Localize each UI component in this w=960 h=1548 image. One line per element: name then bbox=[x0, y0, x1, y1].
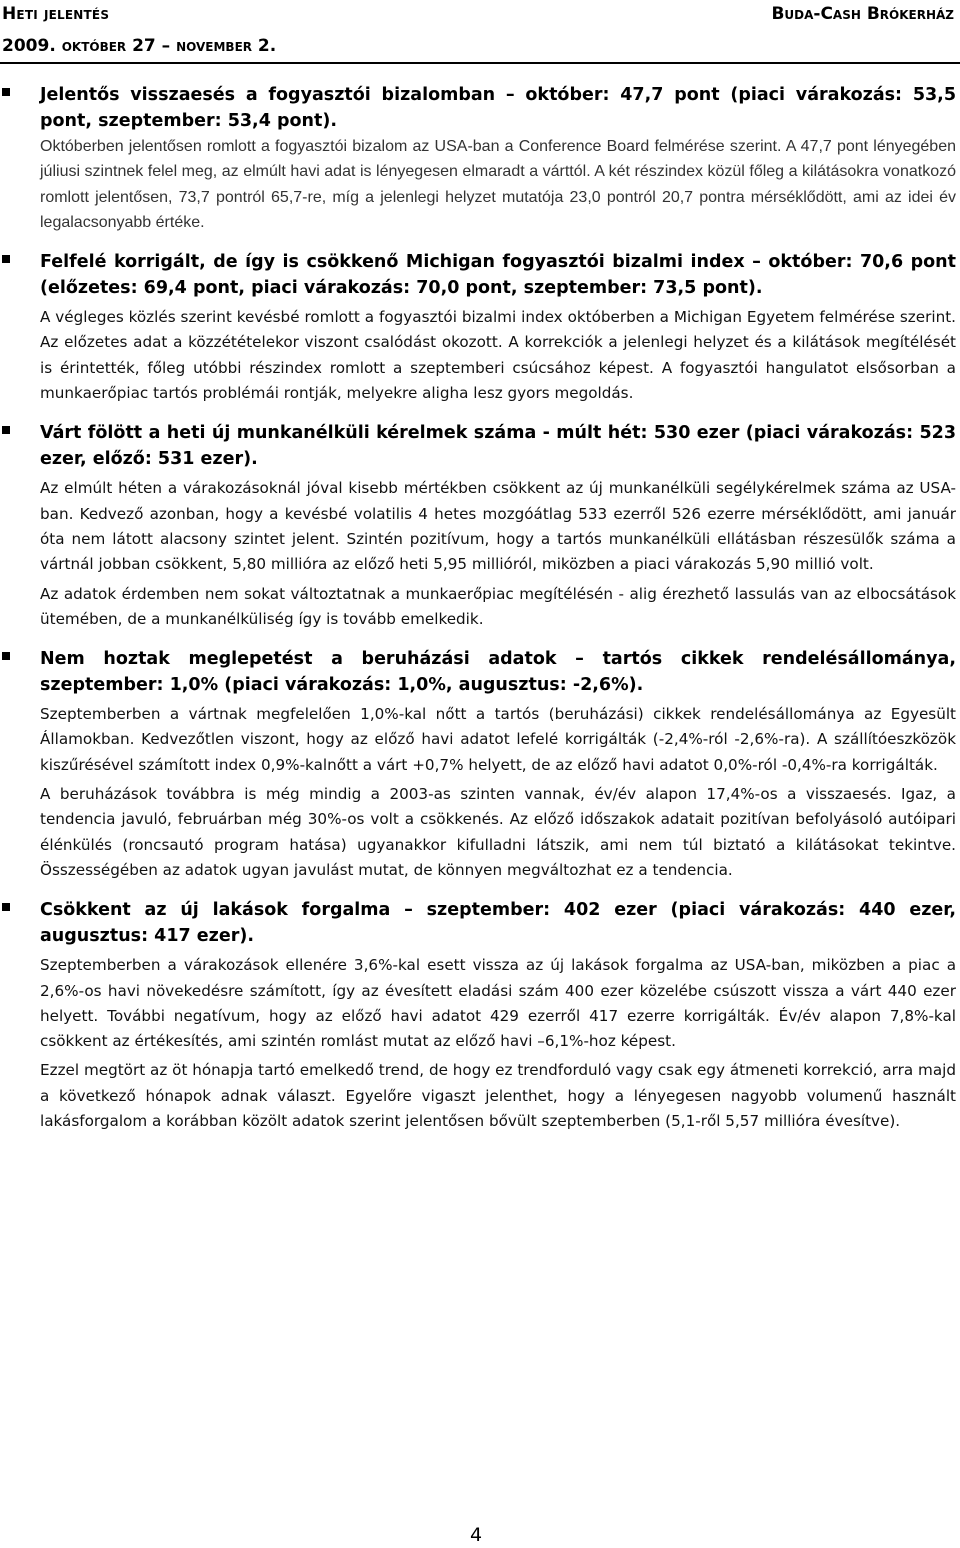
section-heading: Nem hoztak meglepetést a beruházási adatok – tartós cikkek rendelésállománya, szeptember: 1,0% (piaci várakozás: 1,0%, augusztus: -2,6%). bbox=[40, 649, 956, 696]
section-michigan-index bbox=[0, 249, 960, 406]
report-date-range: 2009. október 27 – november 2. bbox=[2, 36, 277, 56]
company-name: Buda-Cash Brókerház bbox=[771, 4, 954, 24]
report-title: Heti jelentés bbox=[2, 4, 110, 24]
page-number: 4 bbox=[470, 1524, 483, 1546]
square-bullet-icon bbox=[2, 426, 10, 434]
header-divider bbox=[0, 62, 960, 64]
section-paragraph: A végleges közlés szerint kevésbé romlott a fogyasztói bizalmi index októberben a Michigan Egyetem felmérése szerint. Az előzetes adat a közzétételekor viszont csalódást okozott. A korrekciók a jelenlegi helyzet és a kilátások megítélését is érintették, főleg utóbbi részindex romlott a szeptemberi csúcsához képest. A fogyasztói hangulatot elsősorban a munkaerőpiac tartós problémái rontják, melyekre aligha lesz gyors megoldás. bbox=[40, 308, 956, 403]
section-paragraph: Szeptemberben a várakozások ellenére 3,6%-kal esett vissza az új lakások forgalma az USA-ban, miközben a piac a 2,6%-os havi növekedésre számított, így az évesített eladási szám 400 ezer közelébe csúszott vissza a várt 440 ezer helyett. További negatívum, hogy az előző havi adatot 429 ezerről 417 ezerre korrigálták. Év/év alapon 7,8%-kal csökkent az értékesítés, ami szintén romlást mutat az előző havi –6,1%-hoz képest. bbox=[40, 956, 956, 1051]
section-jobless-claims bbox=[0, 420, 960, 632]
section-durable-goods bbox=[0, 646, 960, 883]
section-paragraph: Szeptemberben a vártnak megfelelően 1,0%-kal nőtt a tartós (beruházási) cikkek rendelésállománya az Egyesült Államokban. Kedvezőtlen viszont, hogy az előző havi adatot lefelé korrigálták (-2,4%-ról -2,6%-ra). A szállítóeszközök kiszűrésével számított index 0,9%-kalnőtt a várt +0,7% helyett, de az előző havi adatot 0,0%-ról -0,4%-ra korrigálták. bbox=[40, 705, 956, 774]
report-body bbox=[0, 82, 960, 1134]
section-heading: Várt fölött a heti új munkanélküli kérelmek száma - múlt hét: 530 ezer (piaci várakozás: 523 ezer, előző: 531 ezer). bbox=[40, 423, 956, 470]
section-heading: Jelentős visszaesés a fogyasztói bizalomban – október: 47,7 pont (piaci várakozás: 53,5 pont, szeptember: 53,4 pont). bbox=[40, 85, 956, 131]
section-new-home-sales bbox=[0, 897, 960, 1134]
square-bullet-icon bbox=[2, 652, 10, 660]
page-header bbox=[0, 0, 960, 62]
section-paragraph: A beruházások továbbra is még mindig a 2003-as szinten vannak, év/év alapon 17,4%-os a visszaesés. Igaz, a tendencia javuló, februárban még 30%-os volt a csökkenés. Az előző időszakok adatait pozitívan befolyásoló autóipari élénkülés (roncsautó program hatása) ugyanakkor kifulladni látszik, ami nem túl biztató a kilátásokat tekintve. Összességében az adatok ugyan javulást mutat, de könnyen megváltozhat ez a tendencia. bbox=[40, 785, 956, 879]
section-heading: Csökkent az új lakások forgalma – szeptember: 402 ezer (piaci várakozás: 440 ezer, augusztus: 417 ezer). bbox=[40, 900, 956, 947]
section-consumer-confidence bbox=[0, 82, 960, 235]
section-paragraph: Ezzel megtört az öt hónapja tartó emelkedő trend, de hogy ez trendforduló vagy csak egy átmeneti korrekció, arra majd a következő hónapok adnak választ. Egyelőre vigaszt jelenthet, hogy a lényegesen nagyobb volumenű használt lakásforgalom a korábban közölt adatok szerint jelentősen bővült szeptemberben (5,1-ről 5,57 millióra évesítve). bbox=[40, 1061, 956, 1131]
square-bullet-icon bbox=[2, 903, 10, 911]
section-paragraph: Az elmúlt héten a várakozásoknál jóval kisebb mértékben csökkent az új munkanélküli segélykérelmek száma az USA-ban. Kedvező azonban, hogy a kevésbé volatilis 4 hetes mozgóátlag 533 ezerről 526 ezerre mérséklődött, ami január óta nem látott alacsony szintet jelent. Szintén pozitívum, hogy a tartós munkanélküli ellátásban részesülők száma a vártnál jobban csökkent, 5,80 millióra az előző heti 5,95 millióról, miközben a piaci várakozás 5,90 millió volt. bbox=[40, 479, 956, 574]
section-paragraph: Az adatok érdemben nem sokat változtatnak a munkaerőpiac megítélésén - alig érezhető lassulás van az elbocsátások ütemében, de a munkanélküliség így is tovább emelkedik. bbox=[40, 584, 956, 628]
square-bullet-icon bbox=[2, 88, 10, 96]
section-heading: Felfelé korrigált, de így is csökkenő Michigan fogyasztói bizalmi index – október: 70,6 pont (előzetes: 69,4 pont, piaci várakozás: 70,0 pont, szeptember: 73,5 pont). bbox=[40, 252, 956, 299]
section-paragraph: Októberben jelentősen romlott a fogyasztói bizalom az USA-ban a Conference Board felmérése szerint. A 47,7 pont lényegében júliusi szintnek felel meg, az elmúlt havi adat is lényegesen elmaradt a várttól. A két részindex közül főleg a kilátásokra vonatkozó romlott jelentősen, 73,7 pontról 65,7-re, míg a jelenlegi helyzet mutatója 23,0 pontról 20,7 pontra mérséklődött, ami az idei év legalacsonyabb értéke. bbox=[40, 138, 956, 231]
square-bullet-icon bbox=[2, 255, 10, 263]
